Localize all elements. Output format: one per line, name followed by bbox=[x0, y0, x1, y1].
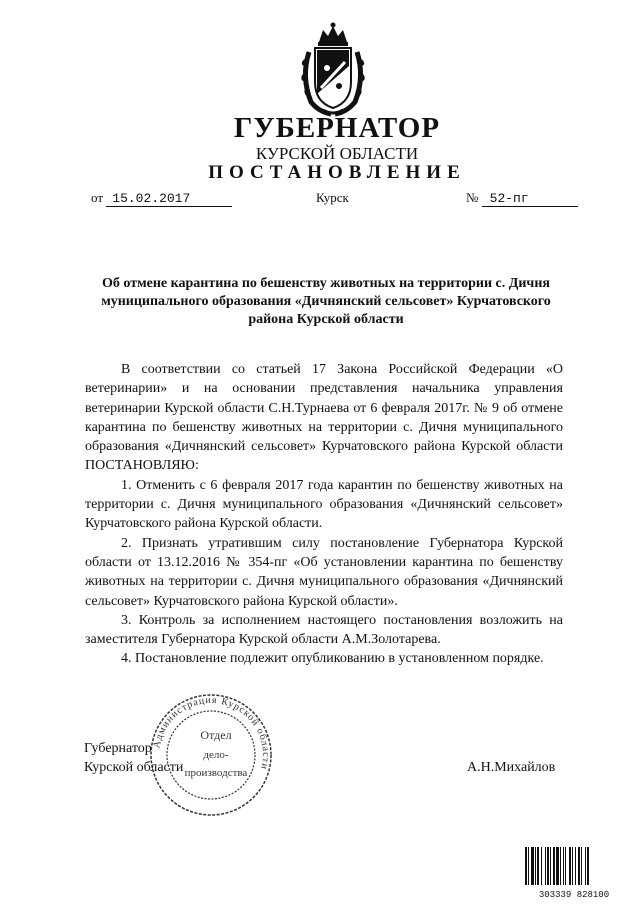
stamp-ring-text: Администрация Курской области bbox=[151, 694, 272, 772]
city-name: Курск bbox=[316, 190, 349, 205]
date-field bbox=[91, 190, 232, 207]
document-title: Об отмене карантина по бешенству животных на территории с. Дичня муниципального образования «Дичнянский сельсовет» Курчатовского района Курской области bbox=[101, 276, 551, 327]
number-field bbox=[466, 190, 578, 207]
barcode bbox=[524, 847, 624, 900]
document-body bbox=[85, 360, 563, 669]
region-name: КУРСКОЙ ОБЛАСТИ bbox=[255, 144, 419, 163]
number-prefix: № bbox=[466, 190, 479, 205]
issuing-authority: ГУБЕРНАТОР bbox=[233, 112, 441, 144]
signatory-position bbox=[84, 739, 183, 777]
barcode-bars bbox=[524, 847, 624, 885]
coat-of-arms-emblem bbox=[297, 22, 369, 118]
stamp-center-line-2: дело- bbox=[203, 749, 229, 761]
number-value: 52-пг bbox=[482, 192, 578, 207]
barcode-digits: 303339 828100 bbox=[538, 890, 610, 900]
stamp-center-line-1: Отдел bbox=[200, 728, 232, 742]
resolution-item-3: 3. Контроль за исполнением настоящего постановления возложить на заместителя Губернатора Курской области А.М.Золотарева. bbox=[85, 612, 563, 648]
document-type: ПОСТАНОВЛЕНИЕ bbox=[208, 162, 466, 183]
signatory-position-line-1: Губернатор bbox=[84, 741, 152, 756]
date-prefix: от bbox=[91, 190, 104, 205]
stamp-center-line-3: производства bbox=[184, 767, 248, 779]
resolution-item-1: 1. Отменить с 6 февраля 2017 года карантин по бешенству животных на территории с. Дичня муниципального образования «Дичнянский сельсовет» Курчатовского района Курской области. bbox=[85, 477, 563, 532]
preamble-paragraph: В соответствии со статьей 17 Закона Российской Федерации «О ветеринарии» и на основании представления начальника управления ветеринарии Курской области С.Н.Турнаева от 6 февраля 2017г. № 9 об отмене карантина по бешенству животных на территории с. Дичня муниципального образования «Дичнянский сельсовет» Курчатовского района Курской области ПОСТАНОВЛЯЮ: bbox=[85, 362, 563, 474]
signatory-position-line-2: Курской области bbox=[84, 760, 184, 775]
resolution-item-4: 4. Постановление подлежит опубликованию в установленном порядке. bbox=[121, 651, 544, 667]
signatory-name: А.Н.Михайлов bbox=[467, 760, 556, 775]
resolution-item-2: 2. Признать утратившим силу постановление Губернатора Курской области от 13.12.2016 № 354-пг «Об установлении карантина по бешенству животных на территории с. Дичня муниципального образования «Дичнянский сельсовет» Курчатовского района Курской области». bbox=[85, 535, 563, 609]
date-value: 15.02.2017 bbox=[106, 192, 232, 207]
